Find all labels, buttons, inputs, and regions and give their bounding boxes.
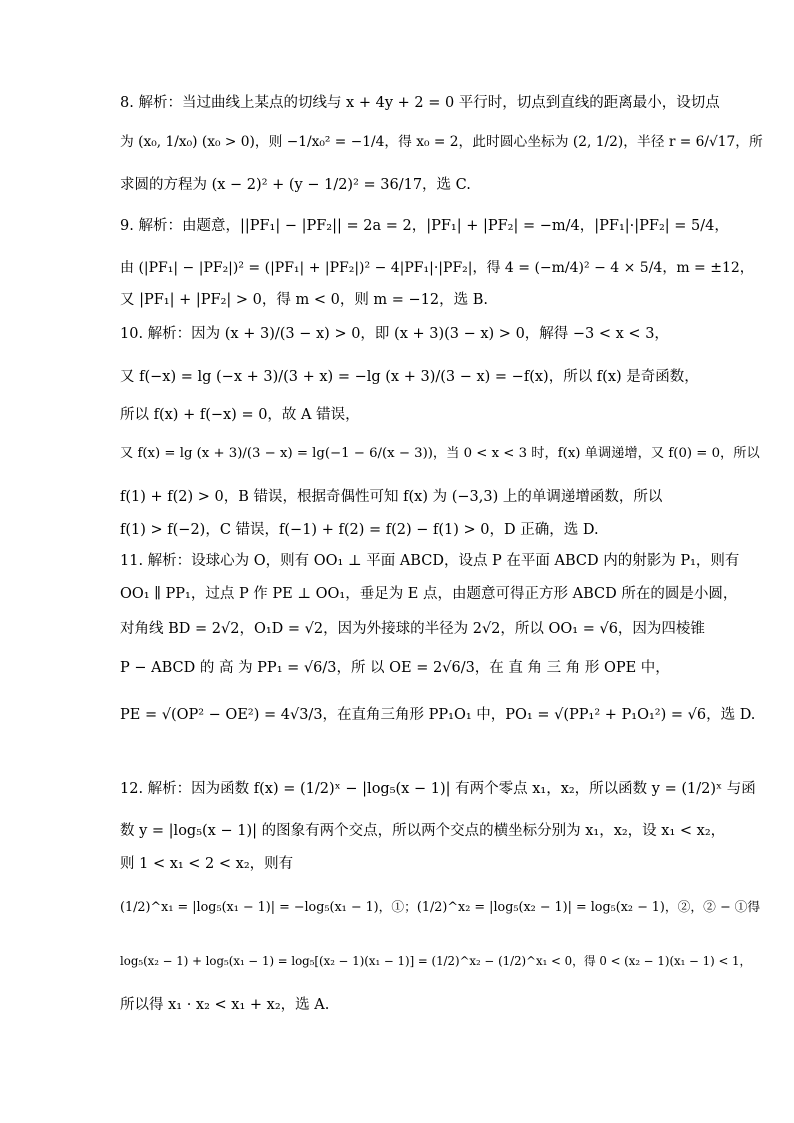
solution-9-line-1: 9. 解析：由题意，||PF₁| − |PF₂|| = 2a = 2，|PF₁| + |PF₂| = −m/4，|PF₁|·|PF₂| = 5/4， (120, 218, 729, 234)
solution-12-line-5: log₅(x₂ − 1) + log₅(x₁ − 1) = log₅[(x₂ − 1)(x₁ − 1)] = (1/2)^x₂ − (1/2)^x₁ < 0，得 0 < (x₂ − 1)(x₁ − 1) < 1， (120, 954, 752, 968)
solution-9-line-2: 由 (|PF₁| − |PF₂|)² = (|PF₁| + |PF₂|)² − 4|PF₁|·|PF₂|，得 4 = (−m/4)² − 4 × 5/4，m = ±12， (120, 260, 754, 276)
solution-12-line-3: 则 1 < x₁ < 2 < x₂，则有 (120, 856, 294, 872)
solution-11-line-4: P − ABCD 的 高 为 PP₁ = √6/3，所 以 OE = 2√6/3，在 直 角 三 角 形 OPE 中， (120, 660, 670, 676)
solution-11-line-5: PE = √(OP² − OE²) = 4√3/3，在直角三角形 PP₁O₁ 中，PO₁ = √(PP₁² + P₁O₁²) = √6，选 D. (120, 707, 756, 723)
solution-8-line-3: 求圆的方程为 (x − 2)² + (y − 1/2)² = 36/17，选 C. (120, 177, 471, 193)
solution-10-line-2: 又 f(−x) = lg (−x + 3)/(3 + x) = −lg (x + 3)/(3 − x) = −f(x)，所以 f(x) 是奇函数， (120, 369, 699, 385)
solution-10-line-5: f(1) + f(2) > 0，B 错误，根据奇偶性可知 f(x) 为 (−3,3) 上的单调递增函数，所以 (120, 489, 663, 505)
solution-8-line-2: 为 (x₀, 1/x₀) (x₀ > 0)，则 −1/x₀² = −1/4，得 x₀ = 2，此时圆心坐标为 (2, 1/2)，半径 r = 6/√17，所 (120, 134, 763, 150)
solution-12-line-2: 数 y = |log₅(x − 1)| 的图象有两个交点，所以两个交点的横坐标分别为 x₁，x₂，设 x₁ < x₂， (120, 823, 726, 839)
solution-10-line-1: 10. 解析：因为 (x + 3)/(3 − x) > 0，即 (x + 3)(3 − x) > 0，解得 −3 < x < 3， (120, 326, 669, 342)
solution-8-line-1: 8. 解析：当过曲线上某点的切线与 x + 4y + 2 = 0 平行时，切点到直线的距离最小，设切点 (120, 95, 720, 111)
solution-10-line-3: 所以 f(x) + f(−x) = 0，故 A 错误， (120, 407, 360, 423)
solution-11-line-1: 11. 解析：设球心为 O，则有 OO₁ ⊥ 平面 ABCD，设点 P 在平面 ABCD 内的射影为 P₁，则有 (120, 553, 740, 569)
solution-11-line-3: 对角线 BD = 2√2，O₁D = √2，因为外接球的半径为 2√2，所以 OO₁ = √6，因为四棱锥 (120, 621, 705, 637)
solution-12-line-4: (1/2)^x₁ = |log₅(x₁ − 1)| = −log₅(x₁ − 1)，①；(1/2)^x₂ = |log₅(x₂ − 1)| = log₅(x₂ − 1)，②，② − ①得 (120, 900, 761, 915)
solution-11-line-2: OO₁ ∥ PP₁，过点 P 作 PE ⊥ OO₁，垂足为 E 点，由题意可得正方形 ABCD 所在的圆是小圆， (120, 586, 738, 602)
solution-12-line-6: 所以得 x₁ · x₂ < x₁ + x₂，选 A. (120, 997, 330, 1013)
solution-9-line-3: 又 |PF₁| + |PF₂| > 0，得 m < 0，则 m = −12，选 B. (120, 292, 489, 308)
solution-10-line-6: f(1) > f(−2)，C 错误，f(−1) + f(2) = f(2) − f(1) > 0，D 正确，选 D. (120, 522, 599, 538)
solution-12-line-1: 12. 解析：因为函数 f(x) = (1/2)ˣ − |log₅(x − 1)| 有两个零点 x₁，x₂，所以函数 y = (1/2)ˣ 与函 (120, 781, 756, 797)
solution-10-line-4: 又 f(x) = lg (x + 3)/(3 − x) = lg(−1 − 6/(x − 3))，当 0 < x < 3 时，f(x) 单调递增，又 f(0) = 0，所以 (120, 446, 760, 461)
